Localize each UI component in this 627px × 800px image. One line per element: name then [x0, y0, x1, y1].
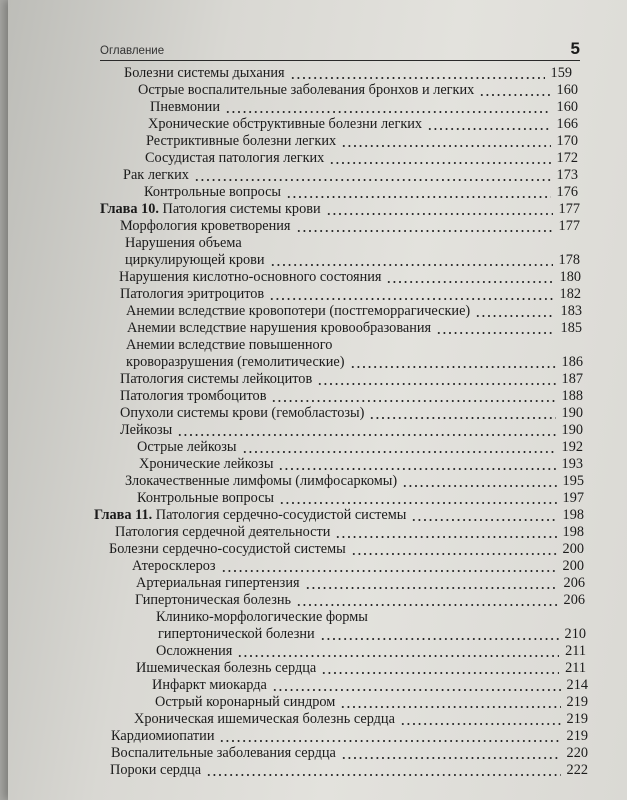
toc-entry-title: [109, 540, 349, 558]
toc-entry[interactable]: [152, 676, 588, 694]
toc-entry-title: [123, 166, 192, 184]
toc-entry[interactable]: [146, 132, 578, 150]
toc-page-number: 177: [558, 201, 580, 217]
toc-entry[interactable]: [125, 472, 584, 490]
page-number: 5: [570, 39, 580, 58]
dot-leader: [271, 400, 556, 402]
dot-leader: [206, 774, 561, 776]
toc-entry-title: [139, 455, 276, 473]
toc-entry[interactable]: [120, 404, 583, 422]
toc-entry-text: Хроническая ишемическая болезнь сердца: [134, 711, 395, 727]
toc-entry-title: [94, 506, 409, 524]
toc-entry[interactable]: [120, 387, 583, 405]
toc-entry[interactable]: [137, 438, 583, 456]
toc-entry-title: [126, 302, 473, 320]
dot-leader: [369, 417, 556, 419]
toc-entry-title: [124, 64, 288, 82]
dot-leader: [219, 740, 561, 742]
toc-entry-text: Нарушения объема: [125, 235, 242, 251]
toc-entry-title: [120, 387, 269, 405]
toc-entry[interactable]: [126, 336, 578, 354]
toc-entry-title: [138, 81, 477, 99]
toc-entry-text: Патология сердечно-сосудистой системы: [152, 507, 407, 523]
toc-page-number: 178: [558, 252, 580, 268]
toc-entry-title: [156, 642, 235, 660]
toc-page-number: 200: [562, 541, 584, 557]
toc-entry[interactable]: [120, 217, 580, 235]
toc-entry-text: Ишемическая болезнь сердца: [136, 660, 317, 676]
toc-entry[interactable]: [111, 744, 588, 762]
dot-leader: [225, 111, 551, 113]
toc-page-number: 210: [564, 626, 586, 642]
toc-entry-title: [120, 285, 267, 303]
dot-leader: [475, 315, 555, 317]
toc-entry-title: [152, 676, 270, 694]
toc-entry[interactable]: [135, 591, 585, 609]
toc-entry-title: [120, 404, 367, 422]
toc-entry[interactable]: [115, 523, 584, 541]
toc-entry-text: Пороки сердца: [110, 762, 202, 778]
toc-entry[interactable]: [120, 285, 581, 303]
toc-entry[interactable]: [125, 251, 580, 269]
toc-entry[interactable]: [111, 727, 588, 745]
toc-entry-title: [125, 251, 268, 269]
dot-leader: [270, 264, 553, 266]
dot-leader: [272, 689, 561, 691]
toc-entry-title: [125, 234, 245, 252]
toc-page-number: 160: [556, 99, 578, 115]
dot-leader: [317, 383, 556, 385]
toc-page-number: 195: [562, 473, 584, 489]
dot-leader: [305, 587, 558, 589]
toc-page-number: 173: [556, 167, 578, 183]
toc-entry-title: [135, 591, 294, 609]
toc-entry-text: Кардиомиопатии: [111, 728, 215, 744]
toc-page-number: 180: [559, 269, 581, 285]
toc-entry-text: Лейкозы: [120, 422, 173, 438]
toc-page-number: 160: [556, 82, 578, 98]
toc-page-number: 214: [566, 677, 588, 693]
toc-entry-title: [125, 472, 400, 490]
toc-entry[interactable]: [148, 115, 578, 133]
toc-entry[interactable]: [127, 319, 582, 337]
toc-entry-text: Контрольные вопросы: [137, 490, 275, 506]
toc-entry-text: Патология эритроцитов: [120, 286, 265, 302]
toc-entry-title: [144, 183, 284, 201]
toc-entry-text: Артериальная гипертензия: [136, 575, 300, 591]
dot-leader: [329, 162, 551, 164]
toc-entry[interactable]: [156, 608, 578, 626]
toc-entry[interactable]: [155, 693, 588, 711]
dot-leader: [335, 536, 557, 538]
toc-page-number: 222: [566, 762, 588, 778]
toc-entry-text: Рак легких: [123, 167, 189, 183]
toc-entry[interactable]: [145, 149, 578, 167]
toc-entry[interactable]: [125, 234, 578, 252]
toc-entry-text: циркулирующей крови: [125, 252, 265, 268]
toc-entry[interactable]: [150, 98, 578, 116]
toc-entry-text: Анемии вследствие кровопотери (постгеморрагические): [126, 303, 471, 319]
toc-entry[interactable]: [126, 302, 582, 320]
toc-page-number: 187: [561, 371, 583, 387]
toc-entry-text: Воспалительные заболевания сердца: [111, 745, 336, 761]
toc-entry-text: Болезни сердечно-сосудистой системы: [109, 541, 346, 557]
toc-entry-text: Опухоли системы крови (гемобластозы): [120, 405, 365, 421]
dot-leader: [194, 179, 551, 181]
toc-page-number: 206: [563, 575, 585, 591]
toc-entry[interactable]: [138, 81, 578, 99]
toc-entry-title: [137, 489, 277, 507]
toc-page-number: 219: [566, 711, 588, 727]
dot-leader: [286, 196, 551, 198]
toc-entry-text: кроворазрушения (гемолитические): [126, 354, 345, 370]
toc-page-number: 193: [561, 456, 583, 472]
dot-leader: [341, 145, 551, 147]
toc-page-number: 192: [561, 439, 583, 455]
toc-entry-title: [156, 608, 371, 626]
toc-entry-title: [158, 625, 318, 643]
dot-leader: [320, 638, 559, 640]
toc-entry-text: Гипертоническая болезнь: [135, 592, 292, 608]
dot-leader: [221, 570, 557, 572]
toc-page-number: 182: [559, 286, 581, 302]
dot-leader: [279, 502, 557, 504]
toc-page-number: 198: [562, 524, 584, 540]
toc-page-number: 159: [550, 65, 572, 81]
toc-entry-title: [126, 336, 335, 354]
toc-entry[interactable]: [137, 489, 584, 507]
dot-leader: [278, 468, 556, 470]
dot-leader: [296, 604, 558, 606]
toc-page-number: 176: [556, 184, 578, 200]
toc-entry[interactable]: [158, 625, 586, 643]
dot-leader: [386, 281, 554, 283]
toc-entry-title: [150, 98, 223, 116]
dot-leader: [269, 298, 554, 300]
toc-page-number: 170: [556, 133, 578, 149]
dot-leader: [321, 672, 559, 674]
dot-leader: [177, 434, 556, 436]
toc-page-number: 185: [560, 320, 582, 336]
toc-page-number: 206: [563, 592, 585, 608]
dot-leader: [242, 451, 556, 453]
toc-entry-text: Острые воспалительные заболевания бронхов и легких: [138, 82, 475, 98]
toc-page-number: 197: [562, 490, 584, 506]
toc-entry[interactable]: [94, 506, 584, 524]
toc-page-number: 183: [560, 303, 582, 319]
toc-entry-text: Хронические обструктивные болезни легких: [148, 116, 423, 132]
toc-entry-title: [146, 132, 339, 150]
toc-entry-title: [115, 523, 333, 541]
toc-page-number: 190: [561, 422, 583, 438]
toc-entry-text: гипертонической болезни: [158, 626, 315, 642]
toc-entry-text: Атеросклероз: [132, 558, 216, 574]
toc-page-number: 177: [558, 218, 580, 234]
toc-page-number: 188: [561, 388, 583, 404]
toc-entry-title: [127, 319, 434, 337]
dot-leader: [436, 332, 555, 334]
dot-leader: [290, 77, 545, 79]
toc-entry[interactable]: [136, 659, 586, 677]
toc-page-number: 186: [561, 354, 583, 370]
running-title: Оглавление: [100, 45, 165, 57]
dot-leader: [340, 706, 561, 708]
toc-entry-text: Патология тромбоцитов: [120, 388, 267, 404]
toc-entry[interactable]: [144, 183, 578, 201]
toc-entry[interactable]: [120, 370, 583, 388]
toc-entry[interactable]: [110, 761, 588, 779]
dot-leader: [326, 213, 553, 215]
toc-entry-title: [134, 710, 398, 728]
chapter-label: Глава 11.: [94, 507, 153, 523]
toc-entry-text: Сосудистая патология легких: [145, 150, 325, 166]
toc-entry-text: Клинико-морфологические формы: [156, 609, 368, 625]
toc-entry-title: [137, 438, 240, 456]
running-header: [100, 38, 580, 61]
book-page: [8, 0, 627, 800]
toc-entry-text: Инфаркт миокарда: [152, 677, 267, 693]
toc-entry-text: Нарушения кислотно-основного состояния: [119, 269, 382, 285]
toc-entry-text: Рестриктивные болезни легких: [146, 133, 337, 149]
toc-entry-title: [100, 200, 324, 218]
toc-entry-title: [155, 693, 338, 711]
toc-entry-title: [120, 370, 315, 388]
toc-page-number: 190: [561, 405, 583, 421]
toc-entry-title: [132, 557, 219, 575]
toc-entry-title: [120, 421, 175, 439]
toc-entry-text: Патология системы крови: [158, 201, 321, 217]
toc-entry-text: Контрольные вопросы: [144, 184, 282, 200]
toc-entry[interactable]: [123, 166, 578, 184]
toc-entry-title: [126, 353, 348, 371]
toc-entry-text: Анемии вследствие нарушения кровообразования: [127, 320, 432, 336]
toc-page-number: 220: [566, 745, 588, 761]
toc-entry-text: Острый коронарный синдром: [155, 694, 336, 710]
toc-page-number: 219: [566, 728, 588, 744]
dot-leader: [351, 553, 557, 555]
toc-entry-title: [110, 761, 204, 779]
toc-entry-text: Острые лейкозы: [137, 439, 237, 455]
toc-entry-title: [111, 727, 217, 745]
toc-entry-title: [136, 659, 319, 677]
toc-entry-text: Болезни системы дыхания: [124, 65, 285, 81]
toc-entry-text: Патология системы лейкоцитов: [120, 371, 313, 387]
toc-entry[interactable]: [119, 268, 581, 286]
dot-leader: [427, 128, 551, 130]
dot-leader: [402, 485, 557, 487]
toc-entry-text: Злокачественные лимфомы (лимфосаркомы): [125, 473, 398, 489]
toc-entry[interactable]: [139, 455, 583, 473]
toc-page-number: 198: [562, 507, 584, 523]
toc-page-number: 200: [562, 558, 584, 574]
toc-entry-text: Осложнения: [156, 643, 233, 659]
toc-entry[interactable]: [109, 540, 584, 558]
toc-entry-title: [136, 574, 303, 592]
toc-entry-title: [119, 268, 384, 286]
toc-page-number: 211: [565, 643, 586, 659]
toc-entry-title: [120, 217, 294, 235]
toc-entry[interactable]: [120, 421, 583, 439]
dot-leader: [237, 655, 559, 657]
dot-leader: [350, 366, 556, 368]
toc-page-number: 172: [556, 150, 578, 166]
toc-entry[interactable]: [136, 574, 585, 592]
toc-entry-text: Хронические лейкозы: [139, 456, 274, 472]
dot-leader: [479, 94, 551, 96]
toc-entry[interactable]: [132, 557, 584, 575]
toc-entry-text: Анемии вследствие повышенного: [126, 337, 333, 353]
dot-leader: [411, 519, 557, 521]
toc-page-number: 219: [566, 694, 588, 710]
dot-leader: [341, 757, 561, 759]
toc-page-number: 166: [556, 116, 578, 132]
toc-entry[interactable]: [134, 710, 588, 728]
dot-leader: [296, 230, 553, 232]
toc-entry-text: Патология сердечной деятельности: [115, 524, 331, 540]
dot-leader: [400, 723, 561, 725]
toc-entry-text: Пневмонии: [150, 99, 220, 115]
toc-entry[interactable]: [124, 64, 572, 82]
toc-page-number: 211: [565, 660, 586, 676]
toc-entry[interactable]: [100, 200, 580, 218]
toc-entry-text: Морфология кроветворения: [120, 218, 291, 234]
toc-entry[interactable]: [156, 642, 586, 660]
toc-entry[interactable]: [126, 353, 583, 371]
toc-entry-title: [111, 744, 339, 762]
toc-entry-title: [148, 115, 425, 133]
toc-entry-title: [145, 149, 327, 167]
chapter-label: Глава 10.: [100, 201, 159, 217]
